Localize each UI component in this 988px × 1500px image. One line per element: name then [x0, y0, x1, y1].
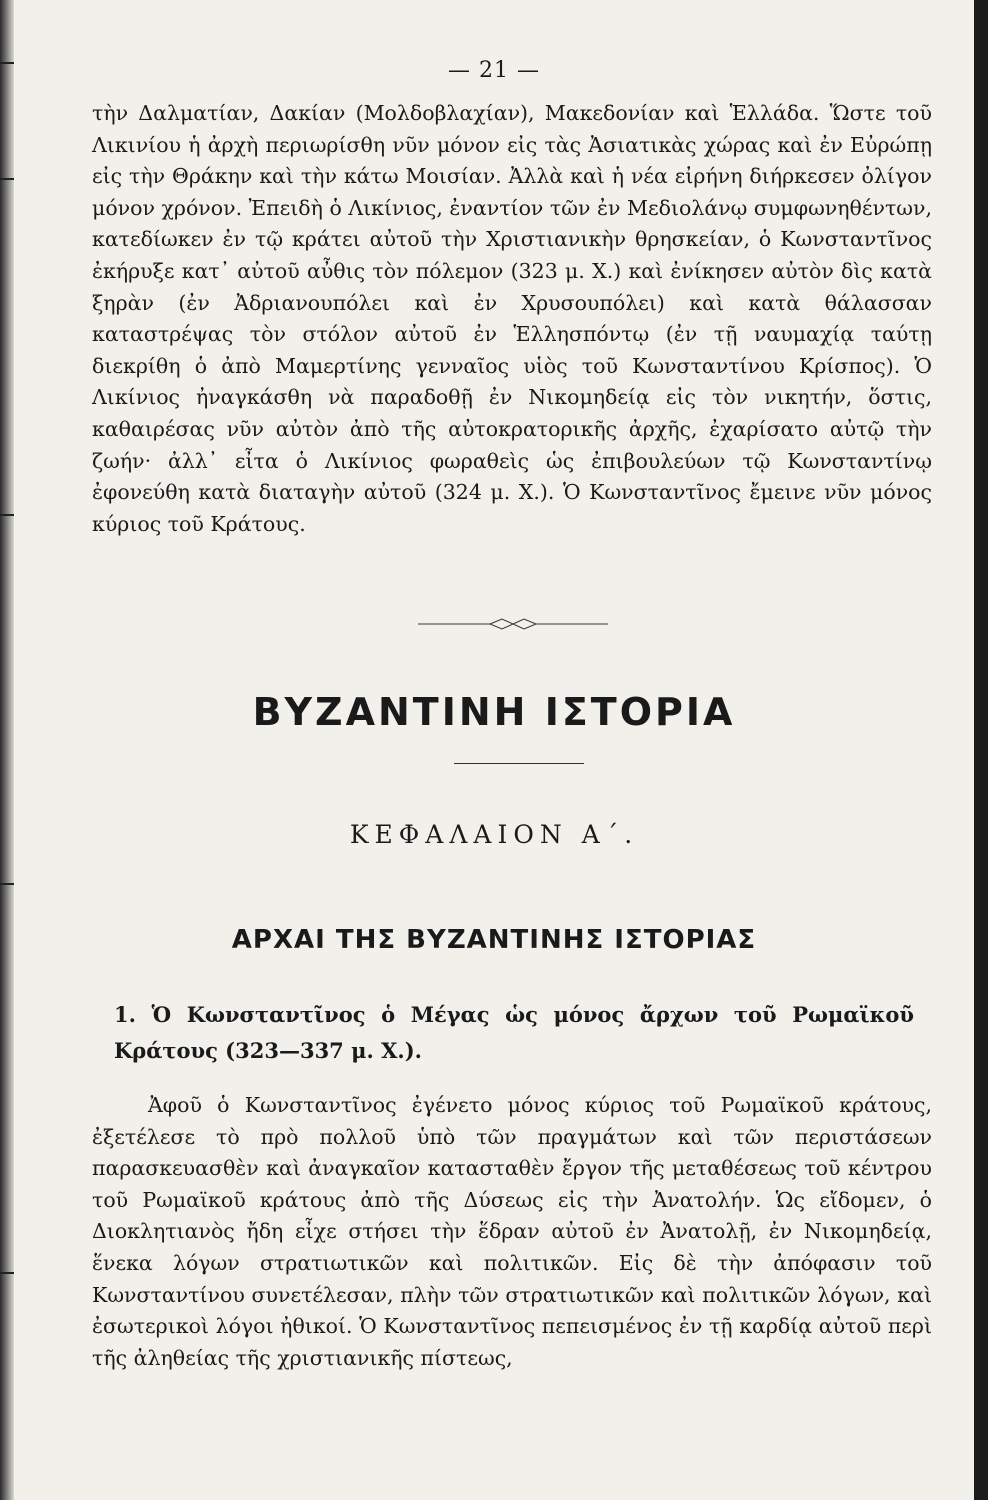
chapter-label: ΚΕΦΑΛΑΙΟΝ Α΄.	[349, 820, 639, 849]
page-number: — 21 —	[448, 58, 540, 83]
section-title: ΑΡΧΑΙ ΤΗΣ ΒΥΖΑΝΤΙΝΗΣ ΙΣΤΟΡΙΑΣ	[231, 925, 757, 955]
binding-edge	[0, 0, 14, 1500]
main-title: ΒΥΖΑΝΤΙΝΗ ΙΣΤΟΡΙΑ	[252, 690, 736, 734]
book-page	[14, 0, 974, 1500]
previous-chapter-paragraph: τὴν Δαλματίαν, Δακίαν (Μολδοβλαχίαν), Μακεδονίαν καὶ Ἑλλάδα. Ὥστε τοῦ Λικινίου ἡ ἀρχὴ περιωρίσθη νῦν μόνον εἰς τὰς Ἀσιατικὰς χώρας καὶ ἐν Εὐρώπῃ εἰς τὴν Θράκην καὶ τὴν κάτω Μοισίαν. Ἀλλὰ καὶ ἡ νέα εἰρήνη διήρκεσεν ὀλίγον μόνον χρόνον. Ἐπειδὴ ὁ Λικίνιος, ἐναντίον τῶν ἐν Μεδιολάνῳ συμφωνηθέντων, κατεδίωκεν ἐν τῷ κράτει αὐτοῦ τὴν Χριστιανικὴν θρησκείαν, ὁ Κωνσταντῖνος ἐκήρυξε κατ᾽ αὐτοῦ αὖθις τὸν πόλεμον (323 μ. Χ.) καὶ ἐνίκησεν αὐτὸν δὶς κατὰ ξηρὰν (ἐν Ἀδριανουπόλει καὶ ἐν Χρυσουπόλει) καὶ κατὰ θάλασσαν καταστρέψας τὸν στόλον αὐτοῦ ἐν Ἑλλησπόντῳ (ἐν τῇ ναυμαχίᾳ ταύτῃ διεκρίθη ὁ ἀπὸ Μαμερτίνης γενναῖος υἱὸς τοῦ Κωνσταντίνου Κρίσπος). Ὁ Λικίνιος ἠναγκάσθη νὰ παραδοθῇ ἐν Νικομηδείᾳ εἰς τὸν νικητήν, ὅστις, καθαιρέσας νῦν αὐτὸν ἀπὸ τῆς αὐτοκρατορικῆς ἀρχῆς, ἐχαρίσατο αὐτῷ τὴν ζωήν· ἀλλ᾽ εἶτα ὁ Λικίνιος φωραθεὶς ὡς ἐπιβουλεύων τῷ Κωνσταντίνῳ ἐφονεύθη κατὰ διαταγὴν αὐτοῦ (324 μ. Χ.). Ὁ Κωνσταντῖνος ἔμεινε νῦν μόνος κύριος τοῦ Κράτους.	[92, 101, 932, 536]
divider-ornament	[418, 617, 608, 631]
previous-chapter-text-block	[92, 98, 932, 540]
chapter-paragraph: Ἀφοῦ ὁ Κωνσταντῖνος ἐγένετο μόνος κύριος τοῦ Ρωμαϊκοῦ κράτους, ἐξετέλεσε τὸ πρὸ πολλοῦ ὑπὸ τῶν πραγμάτων καὶ τῶν περιστάσεων παρασκευασθὲν καὶ ἀναγκαῖον κατασταθὲν ἔργον τῆς μεταθέσεως τοῦ κέντρου τοῦ Ρωμαϊκοῦ κράτους ἀπὸ τῆς Δύσεως εἰς τὴν Ἀνατολήν. Ὡς εἴδομεν, ὁ Διοκλητιανὸς ἤδη εἶχε στήσει τὴν ἕδραν αὐτοῦ ἐν Ἀνατολῇ, ἐν Νικομηδείᾳ, ἕνεκα λόγων στρατιωτικῶν καὶ πολιτικῶν. Εἰς δὲ τὴν ἀπόφασιν τοῦ Κωνσταντίνου συνετέλεσαν, πλὴν τῶν στρατιωτικῶν καὶ πολιτικῶν λόγων, καὶ ἐσωτερικοὶ λόγοι ἠθικοί. Ὁ Κωνσταντῖνος πεπεισμένος ἐν τῇ καρδίᾳ αὐτοῦ περὶ τῆς ἀληθείας τῆς χριστιανικῆς πίστεως,	[92, 1093, 932, 1370]
subsection-heading: 1. Ὁ Κωνσταντῖνος ὁ Μέγας ὡς μόνος ἄρχων τοῦ Ρωμαϊκοῦ Κράτους (323—337 μ. Χ.).	[114, 1002, 914, 1063]
chapter-text-block	[92, 1090, 932, 1374]
title-rule	[454, 763, 584, 764]
